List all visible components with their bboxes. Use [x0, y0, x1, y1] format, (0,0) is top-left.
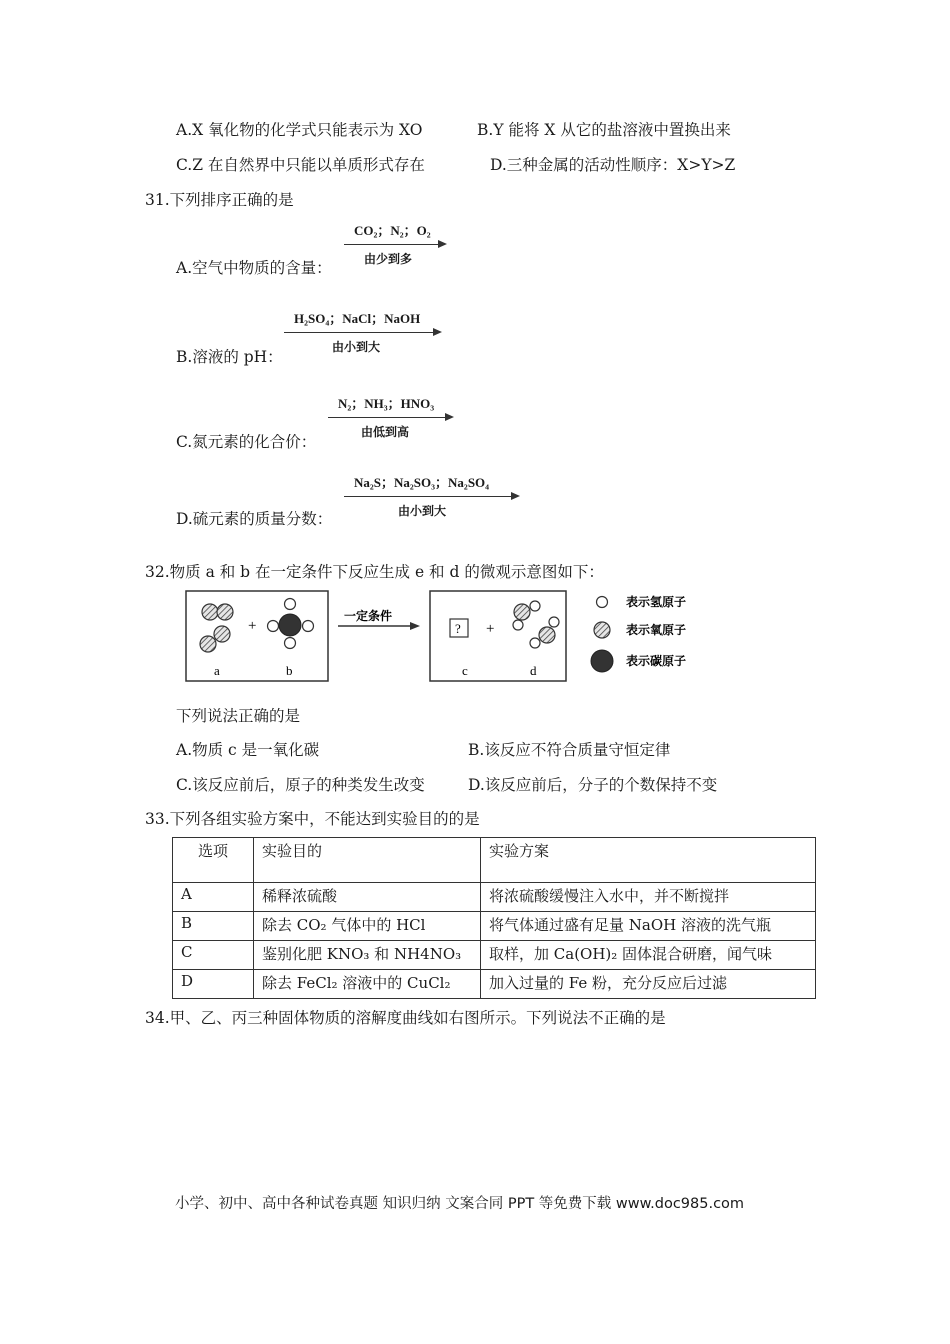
arrow-bottom-text: 由少到多 [364, 252, 413, 266]
table-header-row [173, 838, 816, 883]
arrow-line [328, 417, 446, 418]
table-row [173, 912, 816, 941]
q31-stem: 31.下列排序正确的是 [145, 191, 294, 209]
arrow-head [438, 240, 447, 248]
row-plan: 加入过量的 Fe 粉，充分反应后过滤 [481, 970, 816, 999]
reaction-diagram [180, 585, 720, 690]
row-option: A [173, 883, 254, 912]
header-option: 选项 [173, 838, 254, 883]
q33-stem: 33.下列各组实验方案中，不能达到实验目的的是 [145, 810, 480, 828]
legend-hydrogen: 表示氢原子 [626, 595, 687, 609]
row-plan: 取样，加 Ca(OH)₂ 固体混合研磨，闻气味 [481, 941, 816, 970]
q32-option-c: C.该反应前后，原子的种类发生改变 [176, 776, 425, 794]
q31-option-a-label: A.空气中物质的含量： [176, 259, 332, 277]
q31-option-b-arrow [284, 308, 449, 358]
arrow-bottom-text: 由低到高 [361, 425, 410, 439]
arrow-head [433, 328, 442, 336]
row-option: C [173, 941, 254, 970]
row-plan: 将浓硫酸缓慢注入水中，并不断搅拌 [481, 883, 816, 912]
arrow-head [511, 492, 520, 500]
arrow-line [284, 332, 434, 333]
label-a: a [214, 663, 220, 678]
table-row [173, 970, 816, 999]
condition-text: 一定条件 [344, 609, 393, 623]
arrow-line [344, 496, 512, 497]
unknown-mark: ? [455, 621, 461, 636]
row-option: B [173, 912, 254, 941]
carbon-legend-icon [591, 650, 613, 672]
q31-option-d-arrow [340, 472, 530, 522]
q32-option-d: D.该反应前后，分子的个数保持不变 [468, 776, 718, 794]
row-plan: 将气体通过盛有足量 NaOH 溶液的洗气瓶 [481, 912, 816, 941]
arrow-bottom-text: 由小到大 [332, 340, 381, 354]
plus-sign: + [248, 618, 257, 634]
label-d: d [530, 663, 537, 678]
q32-sub-stem: 下列说法正确的是 [176, 707, 301, 725]
q31-option-c-arrow [328, 393, 463, 443]
table-row [173, 883, 816, 912]
q31-option-c-label: C.氮元素的化合价： [176, 433, 317, 451]
q32-option-a: A.物质 c 是一氧化碳 [176, 741, 320, 759]
q30-option-d: D.三种金属的活动性顺序：X>Y>Z [490, 156, 736, 174]
arrow-top-text: H₂SO₄；NaCl；NaOH [294, 311, 421, 326]
label-b: b [286, 663, 293, 678]
q32-stem: 32.物质 a 和 b 在一定条件下反应生成 e 和 d 的微观示意图如下： [145, 563, 604, 581]
table-row [173, 941, 816, 970]
experiment-table [172, 837, 816, 999]
q31-option-b-label: B.溶液的 pH： [176, 348, 283, 366]
arrow-top-text: Na₂S；Na₂SO₃；Na₂SO₄ [354, 475, 490, 490]
q31-option-a-arrow [340, 220, 455, 270]
label-c: c [462, 663, 468, 678]
legend-carbon: 表示碳原子 [626, 654, 687, 668]
q31-option-d-label: D.硫元素的质量分数： [176, 510, 333, 528]
row-purpose: 除去 FeCl₂ 溶液中的 CuCl₂ [254, 970, 481, 999]
arrow-top-text: CO₂；N₂；O₂ [354, 223, 431, 238]
row-option: D [173, 970, 254, 999]
arrow-top-text: N₂；NH₃；HNO₃ [338, 396, 435, 411]
header-plan: 实验方案 [481, 838, 816, 883]
q32-option-b: B.该反应不符合质量守恒定律 [468, 741, 671, 759]
row-purpose: 除去 CO₂ 气体中的 HCl [254, 912, 481, 941]
page-footer: 小学、初中、高中各种试卷真题 知识归纳 文案合同 PPT 等免费下载 www.doc985.com [175, 1196, 745, 1212]
q30-option-b: B.Y 能将 X 从它的盐溶液中置换出来 [477, 121, 731, 139]
hydrogen-legend-icon [597, 597, 608, 608]
arrow-bottom-text: 由小到大 [398, 504, 447, 518]
q34-stem: 34.甲、乙、丙三种固体物质的溶解度曲线如右图所示。下列说法不正确的是 [145, 1009, 666, 1027]
plus-sign-2: + [486, 621, 495, 637]
legend-oxygen: 表示氧原子 [626, 623, 687, 637]
arrow-line [344, 244, 439, 245]
q30-option-a: A.X 氧化物的化学式只能表示为 XO [176, 121, 423, 139]
oxygen-legend-icon [594, 622, 610, 638]
header-purpose: 实验目的 [254, 838, 481, 883]
arrow-head [445, 413, 454, 421]
row-purpose: 鉴别化肥 KNO₃ 和 NH4NO₃ [254, 941, 481, 970]
row-purpose: 稀释浓硫酸 [254, 883, 481, 912]
q30-option-c: C.Z 在自然界中只能以单质形式存在 [176, 156, 425, 174]
